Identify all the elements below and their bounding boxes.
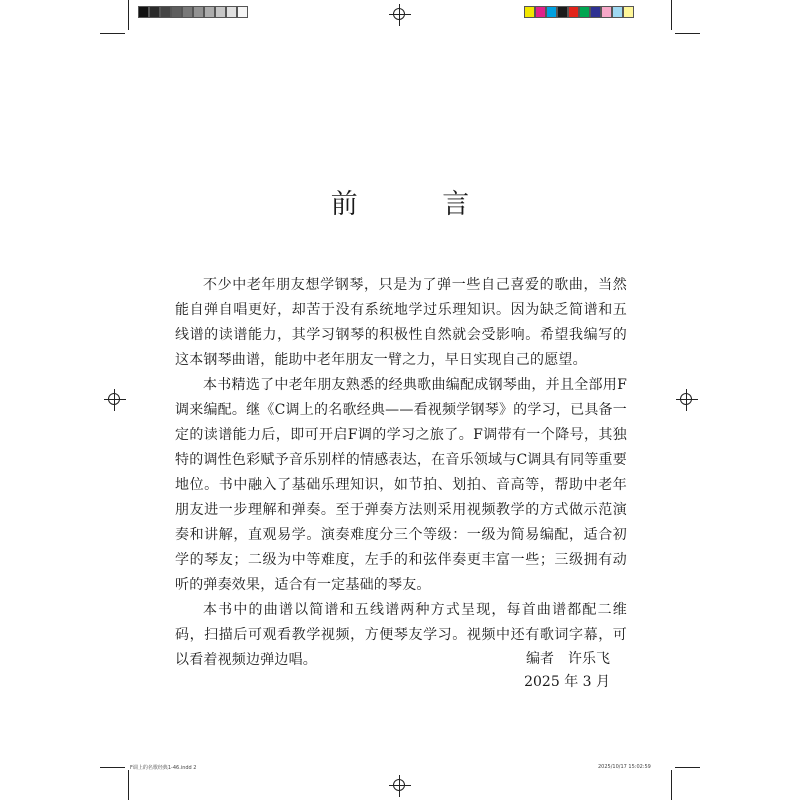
crop-mark (675, 33, 700, 34)
color-swatch (612, 6, 623, 18)
color-swatch (171, 6, 182, 18)
crop-mark (671, 0, 672, 30)
color-swatch (193, 6, 204, 18)
color-swatch (590, 6, 601, 18)
color-swatch (226, 6, 237, 18)
color-swatch (149, 6, 160, 18)
color-swatch (204, 6, 215, 18)
grayscale-color-bar (138, 6, 248, 18)
color-swatch (524, 6, 535, 18)
paragraph: 本书精选了中老年朋友熟悉的经典歌曲编配成钢琴曲，并且全部用F调来编配。继《C调上的名歌经典——看视频学钢琴》的学习，已具备一定的读谱能力后，即可开启F调的学习之旅了。F调带有一个降号，其独特的调性色彩赋予音乐别样的情感表达，在音乐领域与C调具有同等重要地位。书中融入了基础乐理知识，如节拍、划拍、音高等，帮助中老年朋友进一步理解和弹奏。至于弹奏方法则采用视频教学的方式做示范演奏和讲解，直观易学。演奏难度分三个等级：一级为简易编配，适合初学的琴友；二级为中等难度，左手的和弦伴奏更丰富一些；三级拥有动听的弹奏效果，适合有一定基础的琴友。 (175, 377, 627, 593)
color-swatch (623, 6, 634, 18)
color-swatch (182, 6, 193, 18)
process-color-bar (524, 6, 634, 18)
crop-mark (675, 767, 700, 768)
color-swatch (138, 6, 149, 18)
author-signature: 编者 许乐飞 (526, 651, 610, 667)
crop-mark (100, 33, 125, 34)
paragraph: 本书中的曲谱以简谱和五线谱两种方式呈现，每首曲谱都配二维码，扫描后可观看教学视频，方便琴友学习。视频中还有歌词字幕，可以看着视频边弹边唱。 (175, 602, 627, 668)
crop-mark (128, 770, 129, 800)
color-swatch (568, 6, 579, 18)
footer-file-info: F调上的名歌经典1-46.indd 2 (130, 765, 197, 771)
crop-mark (128, 0, 129, 30)
color-swatch (237, 6, 248, 18)
registration-mark-icon (104, 389, 126, 411)
preface-body (175, 273, 627, 673)
registration-mark-icon (389, 775, 411, 797)
color-swatch (546, 6, 557, 18)
footer-timestamp: 2025/10/17 15:02:59 (598, 764, 651, 770)
color-swatch (160, 6, 171, 18)
registration-mark-icon (389, 4, 411, 26)
date: 2025 年 3 月 (524, 674, 610, 690)
color-swatch (579, 6, 590, 18)
color-swatch (215, 6, 226, 18)
color-swatch (535, 6, 546, 18)
registration-mark-icon (676, 389, 698, 411)
page-title: 前 言 (330, 189, 508, 220)
crop-mark (671, 770, 672, 800)
crop-mark (100, 767, 125, 768)
color-swatch (557, 6, 568, 18)
paragraph: 不少中老年朋友想学钢琴，只是为了弹一些自己喜爱的歌曲，当然能自弹自唱更好，却苦于没有系统地学过乐理知识。因为缺乏简谱和五线谱的读谱能力，其学习钢琴的积极性自然就会受影响。希望我编写的这本钢琴曲谱，能助中老年朋友一臂之力，早日实现自己的愿望。 (175, 277, 627, 368)
color-swatch (601, 6, 612, 18)
